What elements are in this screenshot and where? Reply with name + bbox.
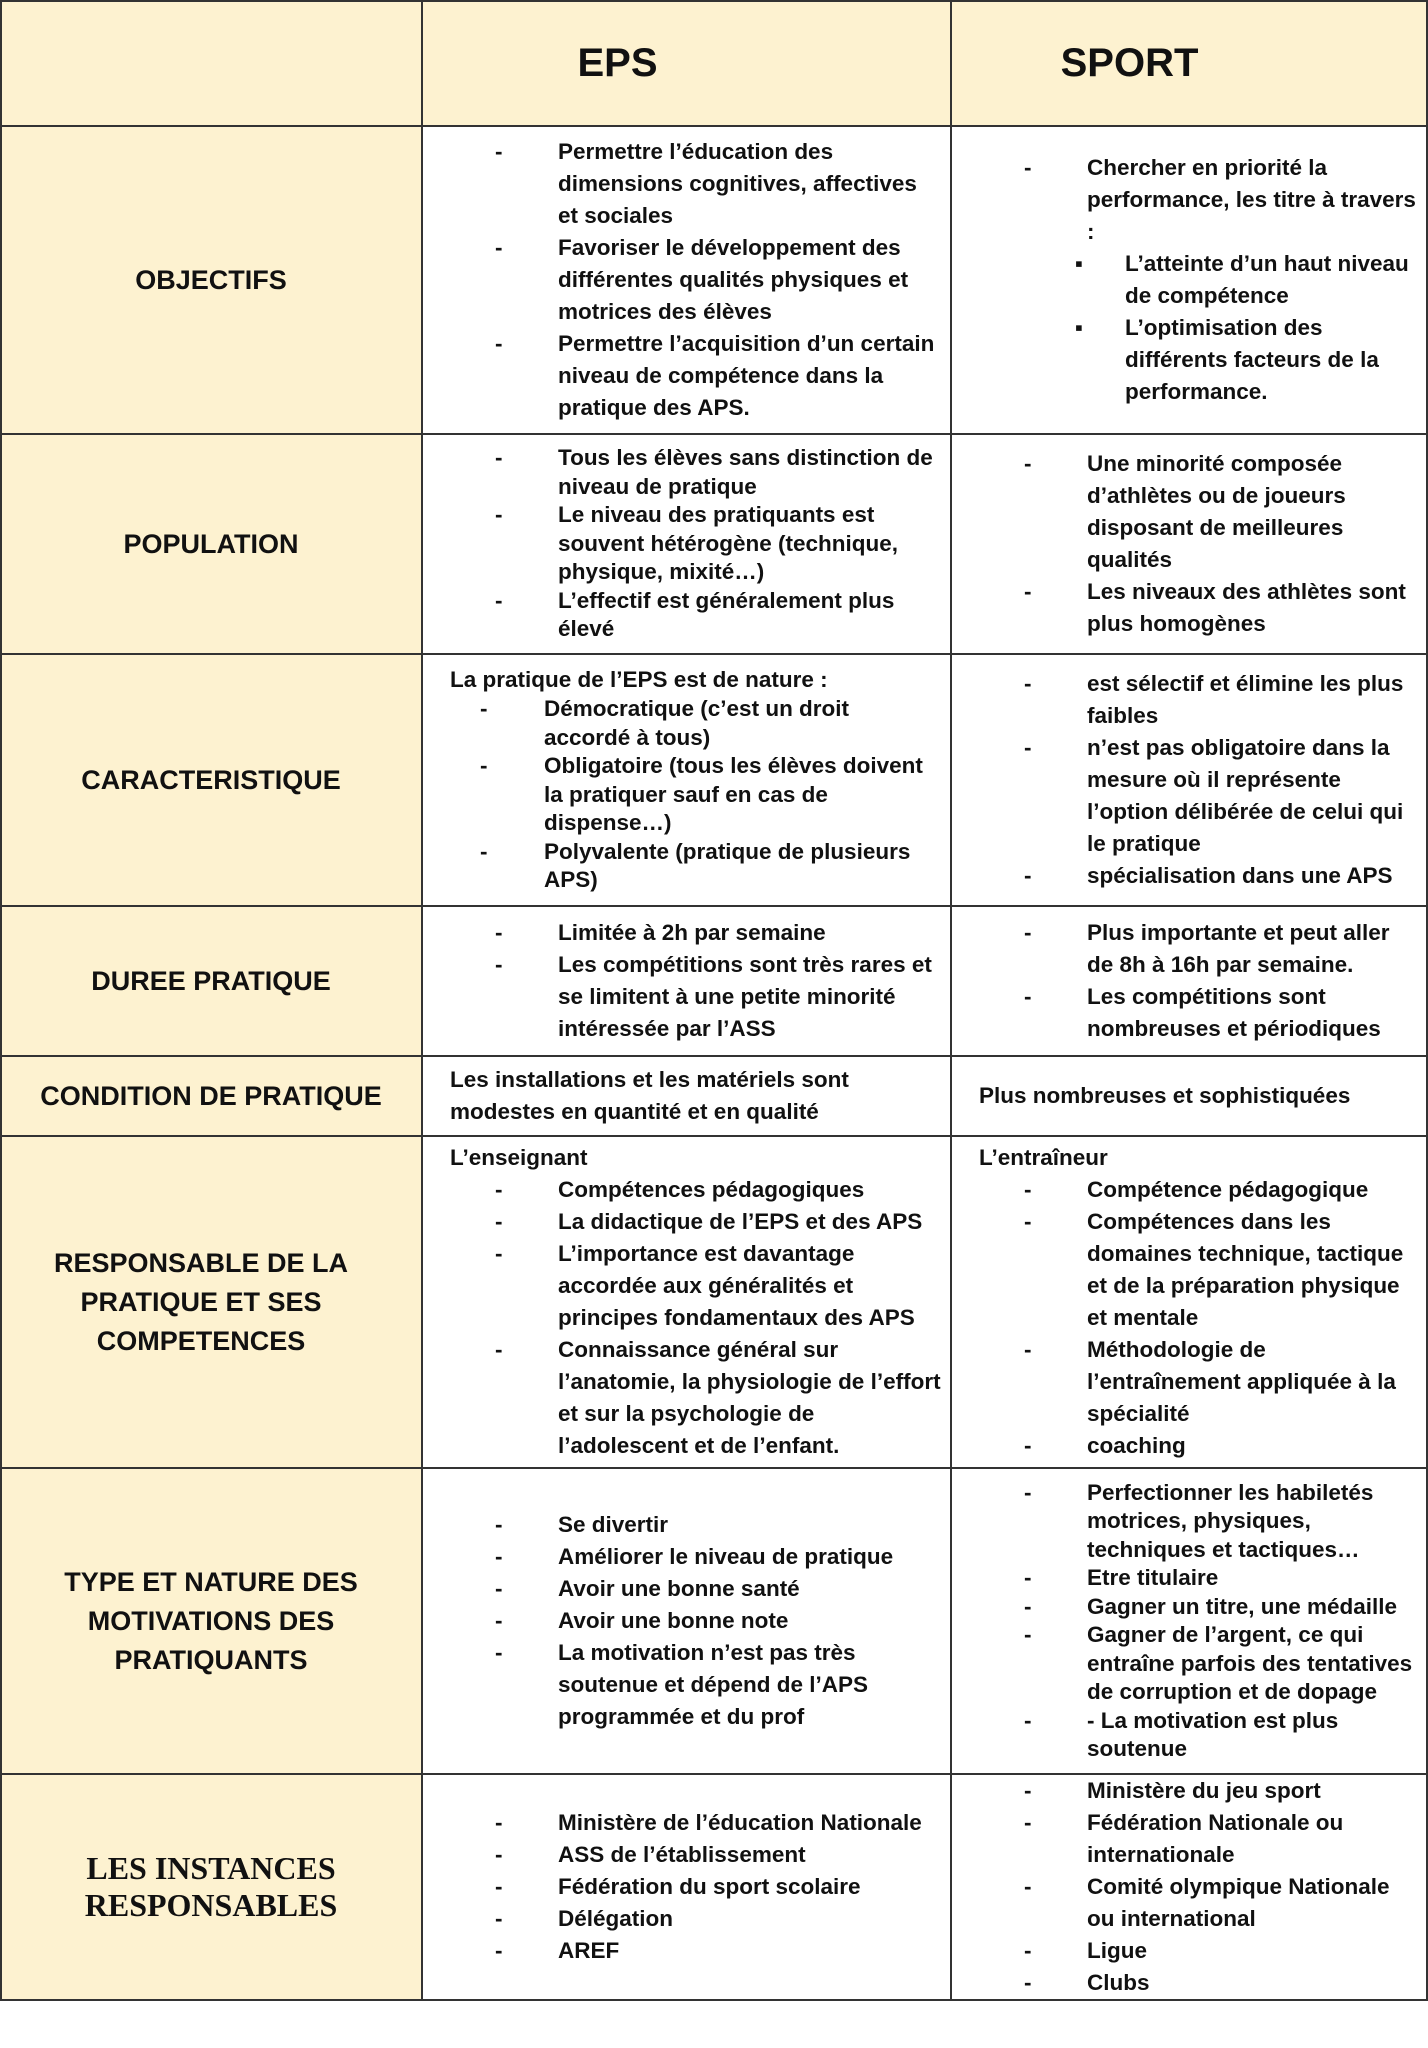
row-label-caracteristique: CARACTERISTIQUE (0, 654, 422, 906)
list-item: - La motivation n’est pas très soutenue et dépend de l’APS programmée et du prof (495, 1640, 869, 1729)
objectifs-sport (951, 126, 1428, 434)
list-item: - Perfectionner les habiletés motrices, physiques, techniques et tactiques… (1024, 1479, 1374, 1562)
list-item: - Polyvalente (pratique de plusieurs APS) (480, 838, 911, 893)
responsable-sport-lead: L’entraîneur (979, 1145, 1108, 1170)
list-item: - Connaissance général sur l’anatomie, la physiologie de l’effort et sur la psychologie de l’adolescent et de l’enfant. (495, 1337, 941, 1458)
list-item: ▪ L’atteinte d’un haut niveau de compétence (1075, 251, 1409, 308)
responsable-eps-lead: L’enseignant (450, 1145, 588, 1170)
column-divider-2 (950, 0, 952, 2000)
row-label-condition-pratique: CONDITION DE PRATIQUE (0, 1056, 422, 1136)
duree-pratique-sport (951, 906, 1428, 1056)
responsable-eps (422, 1136, 951, 1468)
list-item: - L’importance est davantage accordée aux généralités et principes fondamentaux des APS (495, 1241, 915, 1330)
list-item: - La didactique de l’EPS et des APS (495, 1209, 923, 1234)
header-eps-label: EPS (577, 40, 658, 85)
list-item: - Les compétitions sont nombreuses et périodiques (1024, 984, 1381, 1041)
objectifs-eps (422, 126, 951, 434)
list-item: - Permettre l’éducation des dimensions cognitives, affectives et sociales (495, 139, 917, 228)
population-sport (951, 434, 1428, 654)
list-item: - Fédération Nationale ou internationale (1024, 1810, 1344, 1867)
list-item: - ASS de l’établissement (495, 1842, 806, 1867)
list-item: - coaching (1024, 1433, 1186, 1458)
list-item: - est sélectif et élimine les plus faibles (1024, 671, 1404, 728)
list-item: - Ministère du jeu sport (1024, 1778, 1321, 1803)
header-empty-cell (0, 0, 422, 126)
caracteristique-lead: La pratique de l’EPS est de nature : (450, 667, 828, 693)
row-divider (0, 1467, 1428, 1469)
row-divider (0, 0, 1428, 2)
row-divider (0, 1999, 1428, 2001)
list-item: - Les compétitions sont très rares et se limitent à une petite minorité intéressée par l’ASS (495, 952, 932, 1041)
instances-sport (951, 1774, 1428, 2000)
list-item: ▪ L’optimisation des différents facteurs de la performance. (1075, 315, 1379, 404)
caracteristique-eps (422, 654, 951, 906)
list-item: - Compétences dans les domaines technique, tactique et de la préparation physique et mentale (1024, 1209, 1404, 1330)
condition-pratique-sport (951, 1056, 1428, 1136)
list-item: - Les niveaux des athlètes sont plus homogènes (1024, 579, 1406, 636)
list-item: - Compétence pédagogique (1024, 1177, 1369, 1202)
list-item: - Démocratique (c’est un droit accordé à tous) (480, 696, 850, 750)
motivations-sport (951, 1468, 1428, 1774)
caracteristique-sport (951, 654, 1428, 906)
responsable-sport (951, 1136, 1428, 1468)
list-item: - L’effectif est généralement plus élevé (495, 587, 895, 642)
condition-eps-text: Les installations et les matériels sont modestes en quantité et en qualité (450, 1067, 849, 1124)
table-border-left (0, 0, 2, 2000)
list-item: - Avoir une bonne santé (495, 1576, 800, 1601)
row-label-responsable: RESPONSABLE DE LA PRATIQUE ET SES COMPETENCES (0, 1136, 422, 1468)
list-item: - Avoir une bonne note (495, 1608, 789, 1633)
header-sport (951, 0, 1428, 126)
list-item: - Plus importante et peut aller de 8h à 16h par semaine. (1024, 920, 1390, 977)
list-item: - Délégation (495, 1906, 674, 1931)
row-divider (0, 653, 1428, 655)
list-item: - AREF (495, 1938, 620, 1963)
row-divider (0, 905, 1428, 907)
motivations-eps (422, 1468, 951, 1774)
list-item: - Méthodologie de l’entraînement appliquée à la spécialité (1024, 1337, 1396, 1426)
instances-eps (422, 1774, 951, 2000)
row-label-instances: LES INSTANCES RESPONSABLES (0, 1774, 422, 2000)
population-eps (422, 434, 951, 654)
list-item: - Comité olympique Nationale ou international (1024, 1874, 1390, 1931)
header-eps (422, 0, 951, 126)
list-item: - Obligatoire (tous les élèves doivent la pratiquer sauf en cas de dispense…) (480, 753, 923, 836)
list-item: - Limitée à 2h par semaine (495, 920, 826, 945)
list-item: - Clubs (1024, 1970, 1150, 1995)
row-divider (0, 1055, 1428, 1057)
list-item: - spécialisation dans une APS (1024, 863, 1393, 888)
list-item: - Se divertir (495, 1512, 669, 1537)
row-divider (0, 1773, 1428, 1775)
list-item: - n’est pas obligatoire dans la mesure où il représente l’option délibérée de celui qui le pratique (1024, 735, 1404, 856)
list-item: - - La motivation est plus soutenue (1024, 1707, 1339, 1761)
list-item: - Gagner un titre, une médaille (1024, 1593, 1398, 1619)
header-sport-label: SPORT (1060, 40, 1199, 85)
row-label-objectifs: OBJECTIFS (0, 126, 422, 434)
list-item: - Favoriser le développement des différentes qualités physiques et motrices des élèves (495, 235, 909, 324)
list-item: - Etre titulaire (1024, 1565, 1219, 1590)
list-item: - Chercher en priorité la performance, les titre à travers : (1024, 155, 1416, 244)
duree-pratique-eps (422, 906, 951, 1056)
list-item: - Améliorer le niveau de pratique (495, 1544, 894, 1569)
list-item: - Gagner de l’argent, ce qui entraîne parfois des tentatives de corruption et de dopage (1024, 1622, 1413, 1704)
row-divider (0, 1135, 1428, 1137)
list-item: - Permettre l’acquisition d’un certain niveau de compétence dans la pratique des APS. (495, 331, 935, 420)
list-item: - Ligue (1024, 1938, 1147, 1963)
condition-pratique-eps (422, 1056, 951, 1136)
list-item: - Fédération du sport scolaire (495, 1874, 861, 1899)
column-divider-1 (421, 0, 423, 2000)
list-item: - Une minorité composée d’athlètes ou de joueurs disposant de meilleures qualités (1024, 451, 1346, 572)
row-label-motivations: TYPE ET NATURE DES MOTIVATIONS DES PRATIQUANTS (0, 1468, 422, 1774)
condition-sport-text: Plus nombreuses et sophistiquées (979, 1083, 1351, 1108)
row-divider (0, 125, 1428, 127)
row-divider (0, 433, 1428, 435)
list-item: - Ministère de l’éducation Nationale (495, 1810, 922, 1835)
row-label-population: POPULATION (0, 434, 422, 654)
row-label-duree-pratique: DUREE PRATIQUE (0, 906, 422, 1056)
list-item: - Le niveau des pratiquants est souvent hétérogène (technique, physique, mixité…) (495, 502, 899, 585)
list-item: - Compétences pédagogiques (495, 1177, 865, 1202)
list-item: - Tous les élèves sans distinction de niveau de pratique (495, 445, 933, 499)
